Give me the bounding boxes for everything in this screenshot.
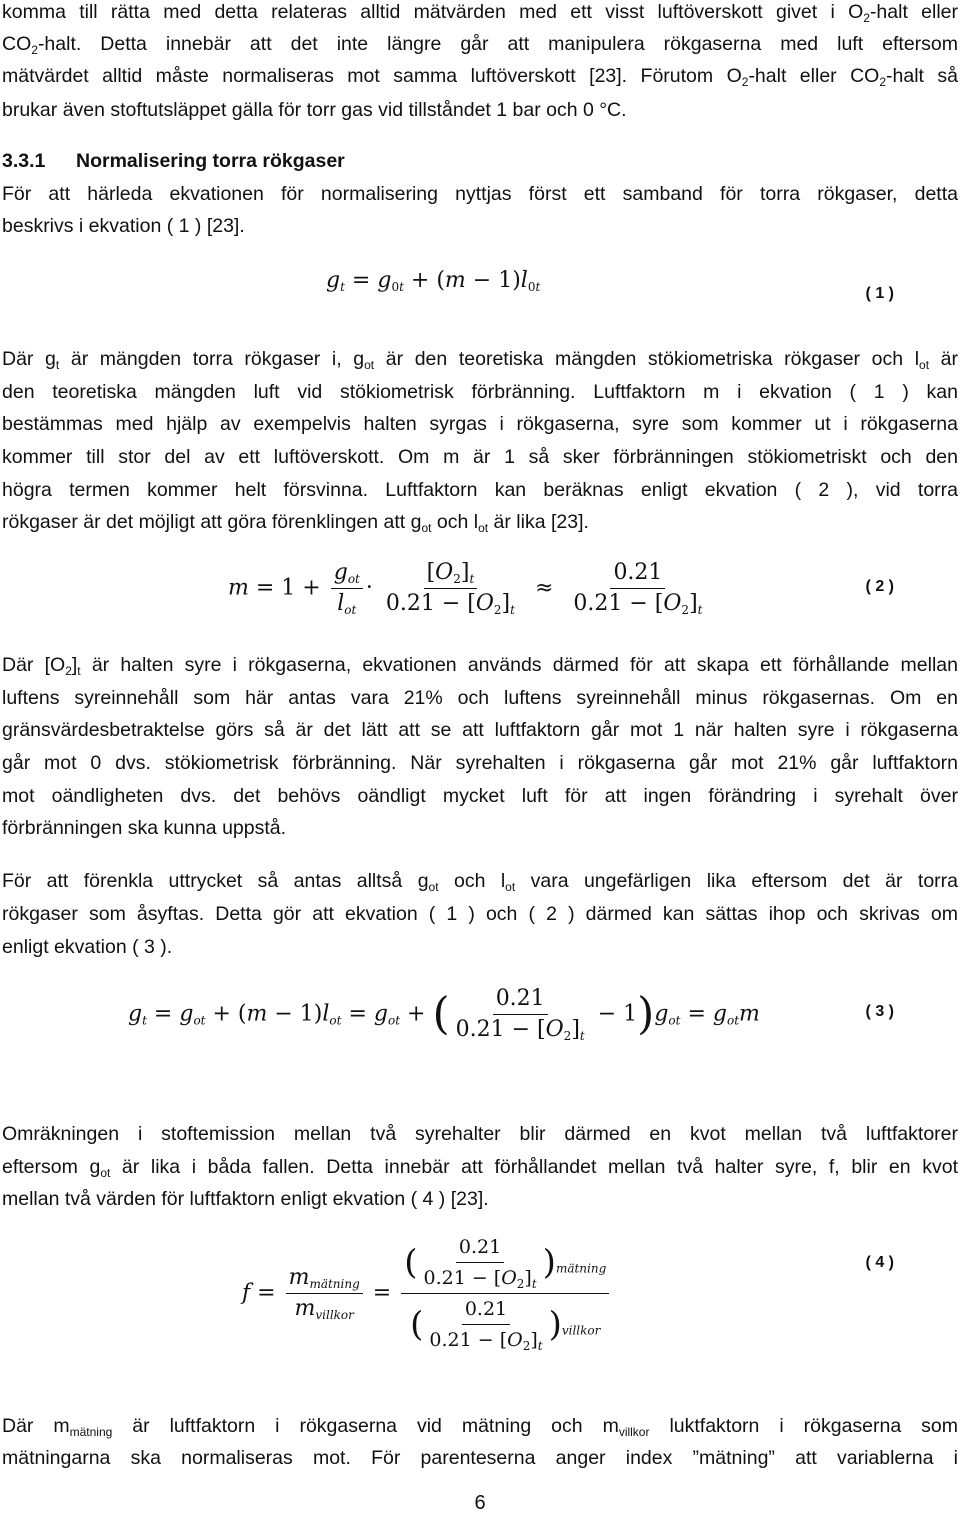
text-line: den teoretiska mängden luft vid stökiometrisk förbränning. Luftfaktorn m i ekvation ( 1 ) kan <box>2 381 958 403</box>
equation-1-label: ( 1 ) <box>865 285 894 302</box>
page-number: 6 <box>474 1492 486 1514</box>
text-line: Där $g_t$ är mängden torra rökgaser i, $g_{ot}$ är den teoretiska mängden stökiometriska rökgaser och $l_{ot}$ är <box>2 348 958 372</box>
section-number: 3.3.1 <box>2 150 46 172</box>
text-line: bestämmas med hjälp av exempelvis halten syrgas i rökgaserna, syre som kommer ut i rökgaserna <box>2 413 958 435</box>
equation-2: m = 1 + $\frac{g_{ot}}{l_{ot}}$ · $\frac{[O_2]_t}{0.21 - [O_2]_t}$ ≈ $\frac{0.21}{0.21 - [O_2]_t}$ <box>228 560 703 617</box>
text-line: mellan två värden för luftfaktorn enligt ekvation ( 4 ) [23]. <box>2 1188 489 1210</box>
equation-1: $g_t = g_{0t} + (m - 1)l_{0t}$ <box>326 268 541 294</box>
text-line: Där $[O_2]_t$ är halten syre i rökgaserna, ekvationen används därmed för att skapa ett förhållande mellan <box>2 654 958 678</box>
text-line: eftersom $g_{ot}$ är lika i båda fallen. Detta innebär att förhållandet mellan två halter syre, f, blir en kvot <box>2 1156 958 1180</box>
text-line: förbränningen ska kunna uppstå. <box>2 817 287 839</box>
equation-3-label: ( 3 ) <box>865 1003 894 1020</box>
text-line: luftens syreinnehåll som här antas vara 21% och luftens syreinnehåll minus rökgasernas. Om en <box>2 687 958 709</box>
text-line: går mot 0 dvs. stökiometrisk förbränning. När syrehalten i rökgaserna går mot 21% går luftfaktorn <box>2 752 958 774</box>
text-line: Omräkningen i stoftemission mellan två syrehalter blir därmed en kvot mellan två luftfaktorer <box>2 1123 958 1145</box>
text-line: rökgaser som åsyftas. Detta gör att ekvation ( 1 ) och ( 2 ) därmed kan sättas ihop och skrivas om <box>2 903 958 925</box>
text-line: kommer till stor del av ett luftöverskott. Om m är 1 så sker förbränningen stökiometriskt och den <box>2 446 958 468</box>
text-line: rökgaser är det möjligt att göra förenklingen att $g_{ot}$ och $l_{ot}$ är lika [23]. <box>2 511 589 535</box>
text-line: Där $m_{mätning}$ är luftfaktorn i rökgaserna vid mätning och $m_{villkor}$ luktfaktorn i rökgaserna som <box>2 1415 958 1439</box>
text-line: gränsvärdesbetraktelse görs så är det lätt att se att luftfaktorn går mot 1 när halten syre i rökgaserna <box>2 719 958 741</box>
text-line: För att härleda ekvationen för normalisering nyttjas först ett samband för torra rökgaser, detta <box>2 183 958 205</box>
text-line: högra termen kommer helt försvinna. Luftfaktorn kan beräknas enligt ekvation ( 2 ), vid torra <box>2 479 958 501</box>
equation-2-label: ( 2 ) <box>865 578 894 595</box>
text-line: mätningarna ska normaliseras mot. För parenteserna anger index ”mätning” att variablerna i <box>2 1447 958 1469</box>
equation-4: f = $\frac{m_{mätning}}{m_{villkor}}$ = ( $\frac{0.21}{0.21 - [O_2]_t}$ )$_{mätning}$ ( $\frac{0.21}{0.21 - [O_2]_t}$ )$_{villkor}$ <box>242 1234 612 1353</box>
section-title: Normalisering torra rökgaser <box>76 150 345 172</box>
equation-3: $g_t = g_{ot} + (m - 1)l_{ot} = g_{ot}$ + ( $\frac{0.21}{0.21 - [O_2]_t}$ − $1)g_{ot} = g_{ot}m$ <box>128 986 760 1043</box>
text-line: brukar även stoftutsläppet gälla för torr gas vid tillståndet 1 bar och 0 °C. <box>2 99 627 121</box>
text-line: enligt ekvation ( 3 ). <box>2 936 173 958</box>
text-line: $CO_2$-halt. Detta innebär att det inte längre går att manipulera rökgaserna med luft eftersom <box>2 33 958 57</box>
text-line: beskrivs i ekvation ( 1 ) [23]. <box>2 215 245 237</box>
text-line: mot oändligheten dvs. det behövs oändligt mycket luft för att ingen förändring i syrehalt över <box>2 785 958 807</box>
text-line: mätvärdet alltid måste normaliseras mot samma luftöverskott [23]. Förutom $O_2$-halt eller $CO_2$-halt så <box>2 65 958 89</box>
equation-4-label: ( 4 ) <box>865 1254 894 1271</box>
text-line: komma till rätta med detta relateras alltid mätvärden med ett visst luftöverskott givet i $O_2$-halt eller <box>2 1 959 25</box>
text-line: För att förenkla uttrycket så antas alltså $g_{ot}$ och $l_{ot}$ vara ungefärligen lika eftersom det är torra <box>2 870 958 894</box>
section-heading <box>2 149 958 173</box>
